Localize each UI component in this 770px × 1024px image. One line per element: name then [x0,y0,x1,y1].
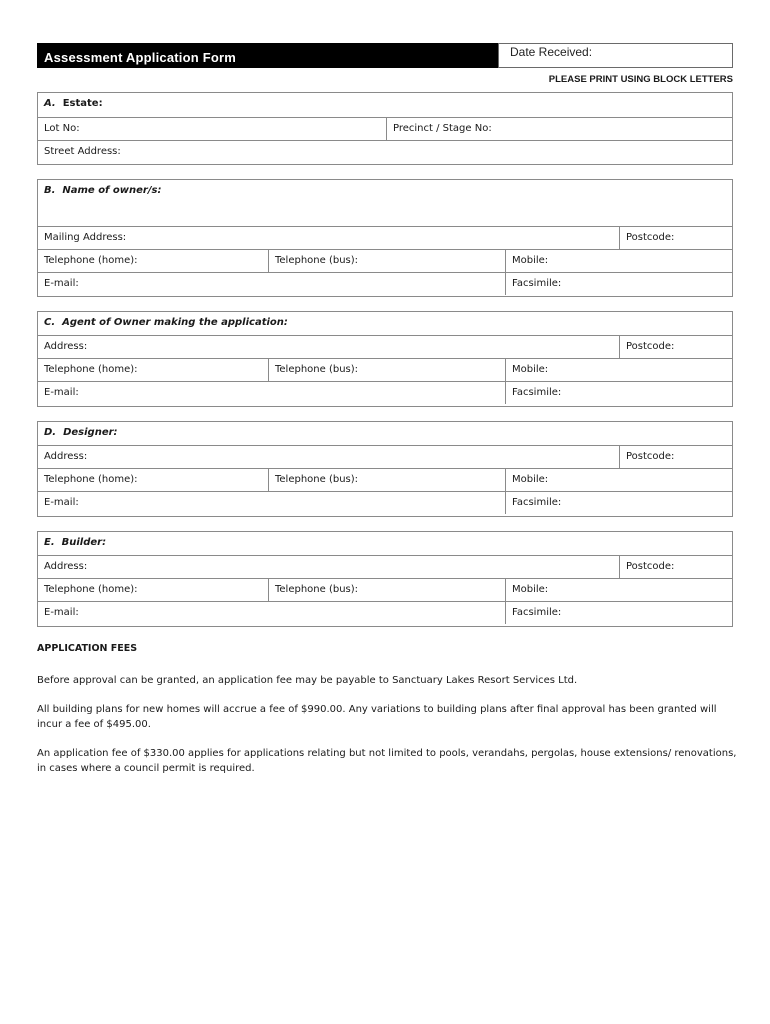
section-e-title: Builder: [61,537,107,548]
owner-address-row [38,226,732,249]
designer-tel-bus-field[interactable] [268,469,505,491]
form-title: Assessment Application Form [44,50,237,65]
builder-address-row [38,555,732,578]
builder-tel-home-field[interactable] [38,579,268,601]
builder-facsimile-field[interactable] [505,602,732,624]
mailing-address-label: Mailing Address: [44,232,127,243]
section-c-heading [44,312,288,334]
agent-postcode-field[interactable] [619,336,732,358]
agent-tel-home-field[interactable] [38,359,268,381]
street-address-field[interactable] [38,141,732,163]
designer-address-field[interactable] [38,446,619,468]
owner-postcode-label: Postcode: [626,232,675,243]
designer-mobile-field[interactable] [505,469,732,491]
owner-facsimile-field[interactable] [505,273,732,295]
designer-postcode-field[interactable] [619,446,732,468]
agent-address-field[interactable] [38,336,619,358]
section-d-letter: D. [44,427,57,438]
date-received-field[interactable] [498,43,733,68]
designer-email-label: E-mail: [44,497,79,508]
precinct-field[interactable] [386,118,732,140]
builder-address-label: Address: [44,561,88,572]
builder-tel-bus-label: Telephone (bus): [275,584,359,595]
designer-facsimile-label: Facsimile: [512,497,562,508]
fees-heading: APPLICATION FEES [37,643,138,654]
agent-tel-bus-label: Telephone (bus): [275,364,359,375]
owner-email-label: E-mail: [44,278,79,289]
agent-email-label: E-mail: [44,387,79,398]
designer-facsimile-field[interactable] [505,492,732,514]
designer-mobile-label: Mobile: [512,474,549,485]
owner-mobile-field[interactable] [505,250,732,272]
builder-address-field[interactable] [38,556,619,578]
section-a-letter: A. [44,98,56,109]
owner-facsimile-label: Facsimile: [512,278,562,289]
lot-no-label: Lot No: [44,123,80,134]
agent-facsimile-label: Facsimile: [512,387,562,398]
builder-email-label: E-mail: [44,607,79,618]
owner-email-field[interactable] [38,273,505,295]
fees-paragraph-3: An application fee of $330.00 applies for applications relating but not limited to pools, verandahs, pergolas, house extensions/ renovations, in cases where a council permit is required. [37,748,737,774]
fees-paragraph-1: Before approval can be granted, an application fee may be payable to Sanctuary Lakes Resort Services Ltd. [37,675,578,686]
builder-postcode-field[interactable] [619,556,732,578]
agent-tel-bus-field[interactable] [268,359,505,381]
section-c-letter: C. [44,317,56,328]
agent-mobile-label: Mobile: [512,364,549,375]
builder-email-row [38,601,732,624]
section-a-heading [44,93,103,115]
print-instruction: PLEASE PRINT USING BLOCK LETTERS [548,74,733,85]
lot-no-field[interactable] [38,118,386,140]
designer-tel-bus-label: Telephone (bus): [275,474,359,485]
section-builder [37,531,733,627]
agent-address-row [38,335,732,358]
mailing-address-field[interactable] [38,227,619,249]
builder-email-field[interactable] [38,602,505,624]
fees-paragraph-2: All building plans for new homes will accrue a fee of $990.00. Any variations to building plans after final approval has been granted will incur a fee of $495.00. [37,704,717,730]
section-e-letter: E. [44,537,55,548]
agent-mobile-field[interactable] [505,359,732,381]
owner-name-field-area[interactable] [38,202,732,226]
section-agent [37,311,733,407]
precinct-label: Precinct / Stage No: [393,123,492,134]
builder-mobile-label: Mobile: [512,584,549,595]
builder-tel-home-label: Telephone (home): [44,584,138,595]
owner-tel-home-label: Telephone (home): [44,255,138,266]
builder-phone-row [38,578,732,601]
owner-mobile-label: Mobile: [512,255,549,266]
designer-address-label: Address: [44,451,88,462]
agent-tel-home-label: Telephone (home): [44,364,138,375]
agent-postcode-label: Postcode: [626,341,675,352]
builder-mobile-field[interactable] [505,579,732,601]
agent-address-label: Address: [44,341,88,352]
section-estate [37,92,733,165]
agent-facsimile-field[interactable] [505,382,732,404]
designer-phone-row [38,468,732,491]
section-d-heading [44,422,118,444]
section-d-title: Designer: [63,427,118,438]
section-b-title: Name of owner/s: [62,185,162,196]
street-address-label: Street Address: [44,146,121,157]
lot-row [38,117,732,140]
designer-email-field[interactable] [38,492,505,514]
builder-postcode-label: Postcode: [626,561,675,572]
agent-email-field[interactable] [38,382,505,404]
street-row [38,140,732,163]
section-a-title: Estate: [62,98,103,109]
builder-tel-bus-field[interactable] [268,579,505,601]
builder-facsimile-label: Facsimile: [512,607,562,618]
owner-phone-row [38,249,732,272]
owner-tel-home-field[interactable] [38,250,268,272]
agent-phone-row [38,358,732,381]
section-c-title: Agent of Owner making the application: [62,317,288,328]
section-b-heading [44,180,161,202]
owner-tel-bus-field[interactable] [268,250,505,272]
section-e-heading [44,532,106,554]
designer-address-row [38,445,732,468]
designer-postcode-label: Postcode: [626,451,675,462]
designer-tel-home-field[interactable] [38,469,268,491]
section-owner [37,179,733,297]
section-designer [37,421,733,517]
agent-email-row [38,381,732,404]
section-b-letter: B. [44,185,56,196]
designer-email-row [38,491,732,514]
designer-tel-home-label: Telephone (home): [44,474,138,485]
owner-tel-bus-label: Telephone (bus): [275,255,359,266]
owner-email-row [38,272,732,295]
date-received-label: Date Received: [510,45,593,59]
owner-postcode-field[interactable] [619,227,732,249]
